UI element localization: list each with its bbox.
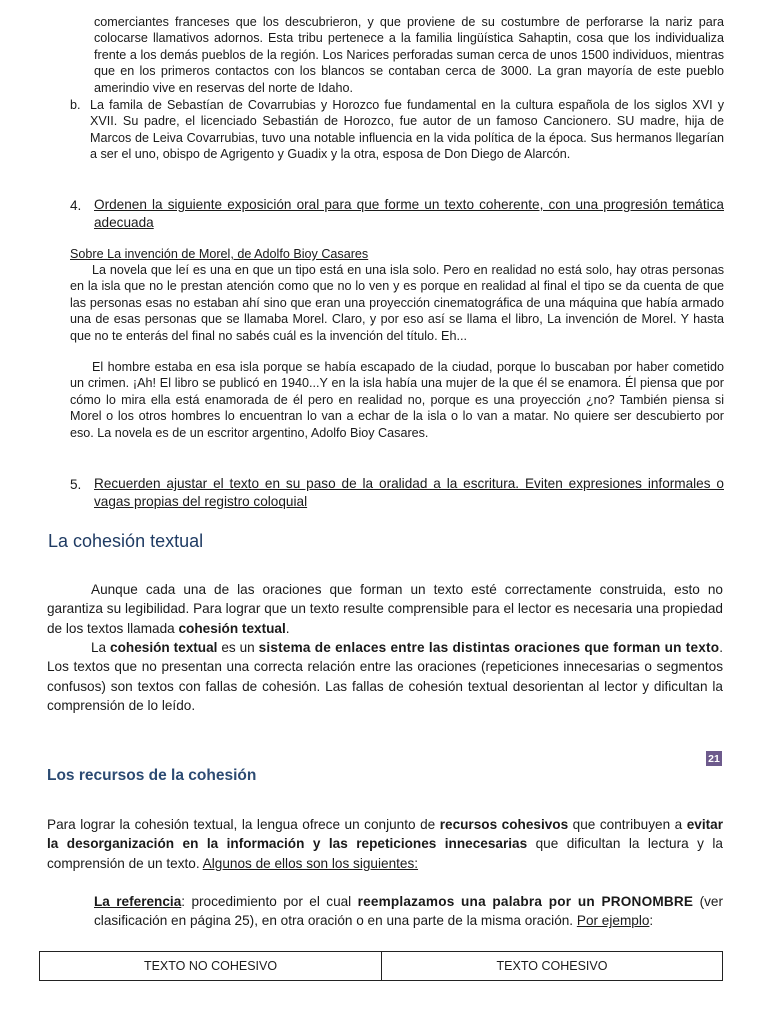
- text: .: [285, 620, 290, 636]
- underlined-text: Algunos de ellos son los siguientes:: [202, 855, 419, 871]
- bold-term: recursos cohesivos: [439, 817, 569, 832]
- paragraph: [47, 580, 723, 638]
- exercise-5: [70, 475, 724, 510]
- term-title: La referencia: [94, 894, 182, 909]
- exercise-instruction: [94, 475, 724, 510]
- item-b-text: La famila de Sebastían de Covarrubias y Horozco fue fundamental en la cultura española de los siglos XVI y XVII. Su padre, el licenciado Sebastián de Horozco, fue autor de un famoso Cancionero. SU madre, hija de Marcos de Leiva Covarrubias, tuvo una notable influencia en la vida política de la época. Sus hermanos llegarían a ser el uno, obispo de Agrigento y Guadix y la otra, esposa de Don Diego de Alarcón.: [90, 98, 724, 162]
- text: Aunque cada una de las oraciones que forman un texto esté correctamente construida, esto no garantiza su legibilidad. Para lograr que un texto resulte comprensible para el lector es necesaria una propiedad de los textos llamada: [47, 582, 723, 636]
- bold-term: sistema de enlaces entre las distintas oraciones que forman un texto: [258, 640, 720, 655]
- list-item-b: [70, 97, 724, 163]
- paragraph: [94, 892, 723, 931]
- section-heading-resources: Los recursos de la cohesión: [47, 767, 257, 784]
- paragraph: [47, 638, 723, 716]
- table-header-row: [40, 952, 723, 981]
- table-header-cell: TEXTO COHESIVO: [382, 952, 723, 981]
- table-header-cell: TEXTO NO COHESIVO: [40, 952, 382, 981]
- list-item-a-continuation: [94, 14, 724, 96]
- text: Para lograr la cohesión textual, la lengua ofrece un conjunto de: [47, 817, 440, 832]
- text: :: [649, 913, 654, 929]
- bold-term: reemplazamos una palabra por un PRONOMBRE: [357, 894, 694, 909]
- exercise-number: 4.: [70, 198, 82, 213]
- text: es un: [217, 640, 259, 655]
- exercise-4: [70, 196, 724, 231]
- section-heading-cohesion: La cohesión textual: [48, 531, 204, 551]
- paragraph: [47, 815, 723, 873]
- essay-title-block: [70, 246, 724, 262]
- paragraph: [90, 97, 724, 163]
- list-marker: b.: [70, 98, 81, 112]
- essay-paragraph-2: [70, 359, 724, 441]
- exercise-instruction: [94, 196, 724, 231]
- resources-paragraph: [47, 815, 723, 873]
- text: (ver clasificación en página 25), en otra oración o en una parte de la misma oración.: [94, 894, 723, 929]
- reference-definition: [94, 892, 723, 931]
- bold-term: evitar la desorganización en la información y las repeticiones innecesarias: [47, 817, 723, 852]
- exercise-text: Ordenen la siguiente exposición oral para que forme un texto coherente, con una progresión temática adecuada: [94, 197, 724, 230]
- essay-title: Sobre La invención de Morel, de Adolfo Bioy Casares: [70, 247, 369, 261]
- text: que dificultan la lectura y la comprensión de un texto.: [47, 836, 723, 871]
- cohesion-paragraph-2: [47, 638, 723, 716]
- text: La: [91, 640, 111, 655]
- exercise-text: Recuerden ajustar el texto en su paso de la oralidad a la escritura. Eviten expresiones informales o vagas propias del registro coloquial: [94, 476, 724, 509]
- example-label: Por ejemplo: [576, 913, 650, 929]
- bold-term: cohesión textual: [110, 640, 218, 655]
- paragraph: El hombre estaba en esa isla porque se había escapado de la ciudad, porque lo buscaban por haber cometido un crimen. ¡Ah! El libro se publicó en 1940...Y en la isla había una mujer de la que él se enamora. Él piensa que por cómo lo mira ella está enamorada de él pero en realidad no, porque es una proyección ¿no? También piensa si Morel o los otros hombres lo encuentran lo van a echar de la isla o lo van a matar. No quiere ser descubierto por eso. La novela es de un escritor argentino, Adolfo Bioy Casares.: [70, 360, 724, 440]
- bold-term: cohesión textual: [178, 620, 286, 636]
- paragraph: La novela que leí es una en que un tipo está en una isla solo. Pero en realidad no está solo, hay otras personas en la isla que no le prestan atención como que no lo ven y es porque en realidad al final el tipo se da cuenta de que las personas esas no estaban ahí sino que eran una proyección cinematográfica de una máquina que había armado una de esas personas que se llamaba Morel. Claro, y por eso así se llama el libro, La invención de Morel. Y hasta que no te enterás del final no sabés cuál es la invención del título. Eh...: [70, 263, 724, 343]
- text: que contribuyen a: [568, 817, 687, 832]
- text: . Los textos que no presentan una correcta relación entre las oraciones (repeticiones innecesarias o segmentos confusos) son textos con fallas de cohesión. Las fallas de cohesión textual desorientan al lector y dificultan la comprensión de lo leído.: [47, 640, 723, 714]
- paragraph: comerciantes franceses que los descubrieron, y que proviene de su costumbre de perforarse la nariz para colocarse llamativos adornos. Esta tribu pertenece a la familia lingüística Sahaptin, cosa que los individualiza frente a los demás pueblos de la región. Los Narices perforadas suman cerca de unos 1500 individuos, mientras que en los primeros contactos con los blancos se contaban cerca de 3000. La gran mayoría de este pueblo amerindio vive en reservas del norte de Idaho.: [94, 15, 724, 95]
- cohesion-paragraph-1: [47, 580, 723, 638]
- essay-paragraph-1: [70, 262, 724, 344]
- comparison-table: [39, 951, 723, 981]
- text: : procedimiento por el cual: [181, 894, 358, 909]
- exercise-number: 5.: [70, 477, 82, 492]
- page-number-badge: 21: [706, 751, 722, 766]
